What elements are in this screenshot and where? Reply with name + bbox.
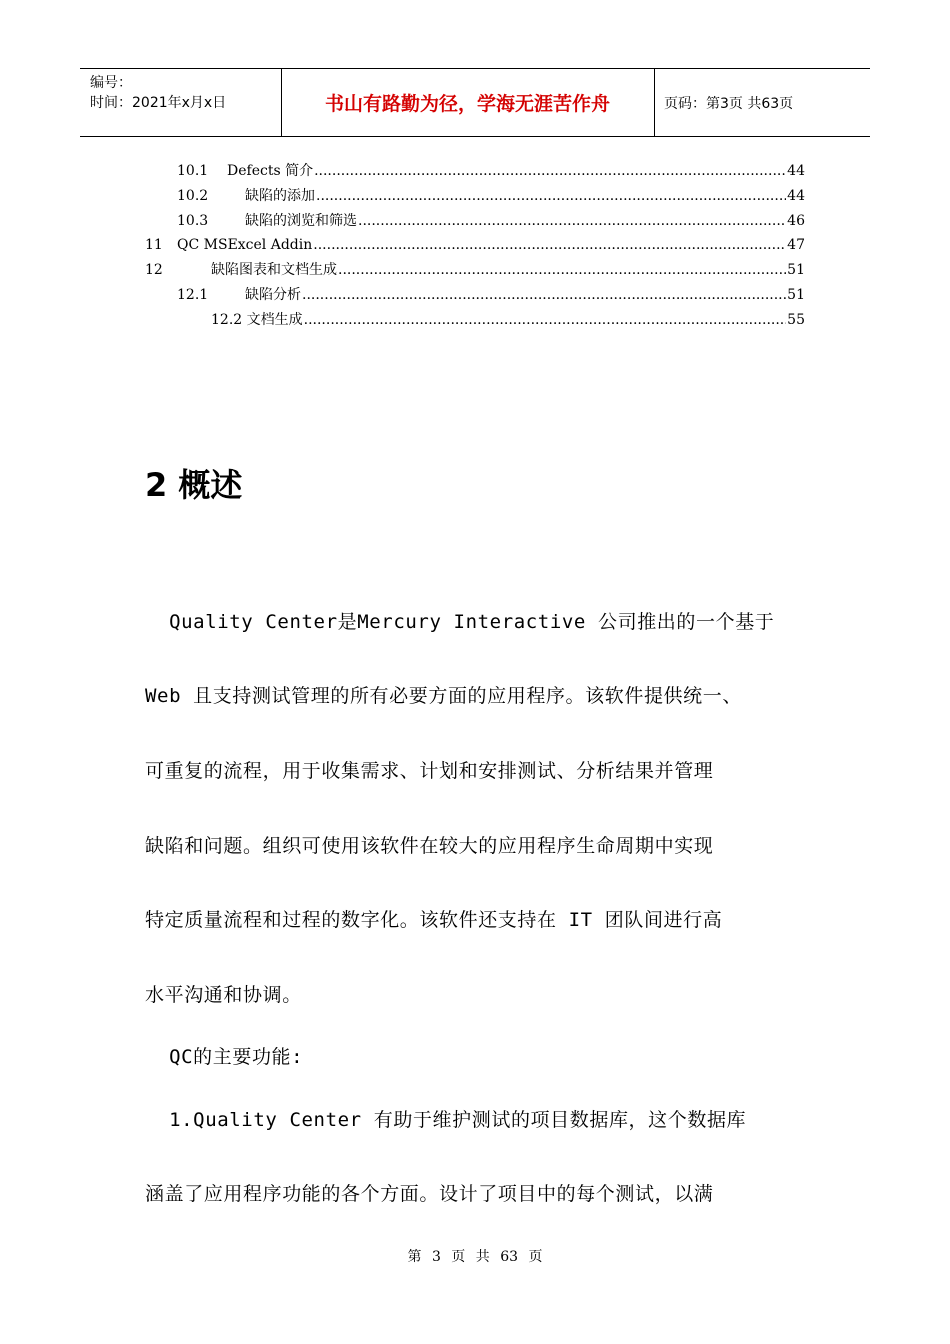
toc-number: 10.1 <box>177 163 209 179</box>
toc-title: Defects 简介 <box>227 163 314 179</box>
toc-page: 47 <box>787 237 805 253</box>
toc-page: 44 <box>787 163 805 179</box>
toc-page: 44 <box>787 188 805 204</box>
toc-entry[interactable] <box>145 210 805 232</box>
header-page-info: 页码：第3页 共63页 <box>664 96 794 112</box>
body-line: Web 且支持测试管理的所有必要方面的应用程序。该软件提供统一、 <box>145 685 742 707</box>
toc-entry[interactable] <box>145 234 805 256</box>
body-line: 可重复的流程，用于收集需求、计划和安排测试、分析结果并管理 <box>145 760 714 782</box>
header-divider <box>654 69 655 136</box>
toc-title: 缺陷分析 <box>245 287 301 303</box>
header-number-label: 编号： <box>90 75 132 91</box>
header-meta <box>90 73 226 113</box>
body-line: 1.Quality Center 有助于维护测试的项目数据库，这个数据库 <box>145 1109 747 1131</box>
toc-number: 10.2 <box>177 188 209 204</box>
toc-title: 缺陷的浏览和筛选 <box>245 213 357 229</box>
toc-entry[interactable] <box>145 284 805 306</box>
toc-title: 缺陷的添加 <box>245 188 315 204</box>
body-line: 缺陷和问题。组织可使用该软件在较大的应用程序生命周期中实现 <box>145 835 714 857</box>
toc-entry[interactable] <box>145 160 805 182</box>
body-line: 水平沟通和协调。 <box>145 984 302 1006</box>
toc-entry[interactable] <box>145 185 805 207</box>
toc-entry[interactable] <box>145 259 805 281</box>
toc-title: 12.2 文档生成 <box>211 312 303 328</box>
toc-page: 55 <box>787 312 805 328</box>
body-line: 特定质量流程和过程的数字化。该软件还支持在 IT 团队间进行高 <box>145 909 723 931</box>
toc-page: 51 <box>787 287 805 303</box>
body-line: 涵盖了应用程序功能的各个方面。设计了项目中的每个测试，以满 <box>145 1183 714 1205</box>
toc-number: 10.3 <box>177 213 209 229</box>
toc-title: 缺陷图表和文档生成 <box>211 262 337 278</box>
toc-page: 51 <box>787 262 805 278</box>
body-line: Quality Center是Mercury Interactive 公司推出的一个基于 <box>145 611 775 633</box>
body-line: QC的主要功能: <box>145 1046 304 1068</box>
toc-number: 12 <box>145 262 163 278</box>
toc-number: 11 <box>145 237 163 253</box>
toc-page: 46 <box>787 213 805 229</box>
toc-entry[interactable] <box>145 309 805 331</box>
header-time-label: 时间：2021年x月x日 <box>90 95 227 111</box>
page-header <box>80 68 870 137</box>
page-footer: 第 3 页 共 63 页 <box>407 1249 543 1265</box>
toc-number: 12.1 <box>177 287 209 303</box>
section-heading: 2 概述 <box>145 466 243 504</box>
header-slogan: 书山有路勤为径，学海无涯苦作舟 <box>324 93 610 115</box>
toc-title: QC MSExcel Addin <box>177 237 313 253</box>
